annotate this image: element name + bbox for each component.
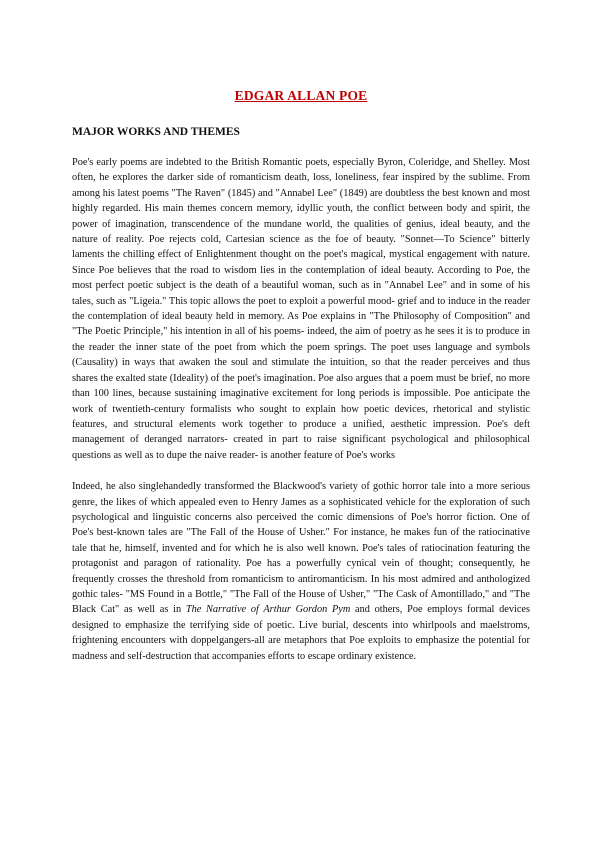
document-title: EDGAR ALLAN POE bbox=[234, 88, 368, 103]
section-heading: MAJOR WORKS AND THEMES bbox=[72, 126, 240, 138]
paragraph-2-text-a: Indeed, he also singlehandedly transformed the Blackwood's variety of gothic horror tale into a more serious genre, the likes of which appealed even to Henry James as a sophisticated vehicle for the exploration of such psychological and linguistic concerns also perceived the comic dimensions of Poe's horror fiction. One of Poe's best-known tales are "The Fall of the House of Usher." For instance, he makes fun of the ratiocinative tale that he, himself, invented and for which he is also well known. Poe's tales of ratiocination featuring the protagonist and paragon of rationality. Poe has a powerfully cynical vein of thought; consequently, he frequently crosses the threshold from romanticism to antiromanticism. In his most admired and anthologized gothic tales- "MS Found in a Bottle," "The Fall of the House of Usher," "The Cask of Amontillado," and "The Black Cat" as well as in bbox=[72, 481, 530, 616]
paragraph-2-book-title: The Narrative of Arthur Gordon Pym bbox=[185, 604, 351, 616]
document-page bbox=[72, 88, 530, 664]
paragraph-2 bbox=[72, 479, 530, 664]
paragraph-1: Poe's early poems are indebted to the British Romantic poets, especially Byron, Coleridge, and Shelley. Most often, he explores the darker side of romanticism death, loss, loneliness, fear inspired by the sublime. From among his latest poems "The Raven" (1845) and "Annabel Lee" (1849) are doubtless the best known and most highly regarded. His main themes concern memory, idyllic youth, the conflict between body and spirit, the power of imagination, transcendence of the mundane world, the qualities of genius, ideal beauty, and the nature of reality. Poe rejects cold, Cartesian science as the foe of beauty. "Sonnet—To Science" bitterly laments the chilling effect of Enlightenment thought on the poet's magical, mystical engagement with nature. Since Poe believes that the road to wisdom lies in the contemplation of ideal beauty. According to Poe, the most perfect poetic subject is the death of a beautiful woman, such as in "Annabel Lee" and in some of his tales, such as "Ligeia." This topic allows the poet to exploit a powerful mood- grief and to induce in the reader the contemplation of ideal beauty held in memory. As Poe explains in "The Philosophy of Composition" and "The Poetic Principle," his intention in all of his poems- indeed, the aim of poetry as he sees it is to produce in the reader the inner state of the poet from which the poem springs. The poet uses language and symbols (Causality) in ways that awaken the soul and stimulate the intuition, so that the reader perceives and thus shares the exalted state (Ideality) of the poet's imagination. Poe also argues that a poem must be brief, no more than 100 lines, because sustaining imaginative excitement for long periods is impossible. Poe anticipate the work of twentieth-century formalists who sought to explain how poetic devices, rhetorical and stylistic features, and structural elements work together to produce a unified, aesthetic impression. Poe's deft management of deranged narrators- created in part to raise significant psychological and philosophical questions as well as to dupe the naive reader- is another feature of Poe's works bbox=[72, 157, 530, 461]
paragraph-2-text-b: and others, Poe employs formal devices designed to emphasize the terrifying side of poetic. Live burial, descents into whirlpools and maelstroms, frightening encounters with doppelgangers-all are metaphors that Poe exploits to emphasize the potential for madness and self-destruction that accompanies efforts to escape ordinary existence. bbox=[72, 604, 531, 662]
